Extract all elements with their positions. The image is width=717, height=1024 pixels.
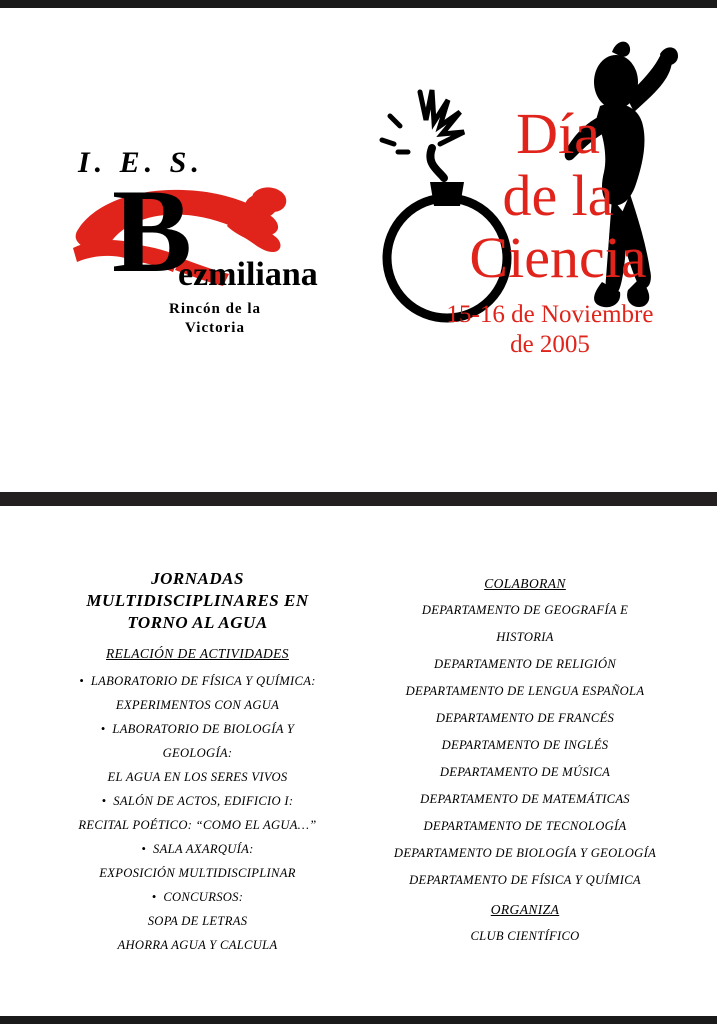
- activity-item: • CONCURSOS:: [40, 885, 355, 909]
- poster-page-top: [0, 8, 717, 492]
- activity-item: • LABORATORIO DE FÍSICA Y QUÍMICA:: [40, 669, 355, 693]
- collaborator-item: DEPARTAMENTO DE MÚSICA: [439, 765, 611, 779]
- organizer-name: CLUB CIENTÍFICO: [470, 929, 580, 943]
- logo-location-line2: Victoria: [185, 320, 245, 336]
- organize-title: ORGANIZA: [490, 902, 560, 917]
- collaborate-title: COLABORAN: [484, 576, 566, 591]
- collaborator-item: DEPARTAMENTO DE TECNOLOGÍA: [423, 819, 627, 833]
- logo-location: [100, 300, 330, 338]
- collaborator-item: DEPARTAMENTO DE LENGUA ESPAÑOLA: [405, 684, 645, 698]
- poster-page-bottom: [0, 506, 717, 1016]
- collaborator-item: DEPARTAMENTO DE BIOLOGÍA Y GEOLOGÍA: [393, 846, 657, 860]
- poster-title: [408, 103, 708, 289]
- collaborator-item: DEPARTAMENTO DE FRANCÉS: [435, 711, 615, 725]
- program-heading: [54, 568, 341, 634]
- logo-ies-text: I. E. S.: [78, 146, 204, 179]
- date-line-1: 15-16 de Noviembre: [446, 301, 654, 328]
- activity-item: SOPA DE LETRAS: [147, 914, 248, 928]
- logo-letter-b: B: [112, 164, 193, 297]
- activity-item: EXPERIMENTOS CON AGUA: [115, 698, 280, 712]
- program-content: [0, 506, 717, 1016]
- activity-item: EXPOSICIÓN MULTIDISCIPLINAR: [99, 866, 296, 880]
- activity-item: • SALA AXARQUÍA:: [40, 837, 355, 861]
- page-divider: [0, 492, 717, 506]
- activity-item: • SALÓN DE ACTOS, EDIFICIO I:: [40, 789, 355, 813]
- activity-item: GEOLOGÍA:: [162, 746, 233, 760]
- program-heading-line1: JORNADAS: [151, 569, 244, 588]
- activity-item: AHORRA AGUA Y CALCULA: [117, 938, 278, 952]
- activities-title: RELACIÓN DE ACTIVIDADES: [106, 646, 289, 661]
- activity-item: EL AGUA EN LOS SERES VIVOS: [107, 770, 288, 784]
- collaborator-item: DEPARTAMENTO DE MATEMÁTICAS: [420, 792, 630, 806]
- collaborator-item: DEPARTAMENTO DE INGLÉS: [441, 738, 609, 752]
- activity-item: RECITAL POÉTICO: “COMO EL AGUA…”: [78, 818, 317, 832]
- collaborator-item: DEPARTAMENTO DE RELIGIÓN: [433, 657, 617, 671]
- title-line-3: Ciencia: [469, 225, 647, 290]
- poster-date: [400, 300, 700, 360]
- program-heading-line3: TORNO AL AGUA: [127, 613, 268, 632]
- collaborator-item: DEPARTAMENTO DE GEOGRAFÍA E: [421, 603, 629, 617]
- activities-column: [40, 568, 355, 957]
- title-block: [360, 38, 710, 378]
- collaborator-item: HISTORIA: [496, 630, 554, 644]
- title-line-2: de la: [502, 163, 614, 228]
- collaborator-item: DEPARTAMENTO DE FÍSICA Y QUÍMICA: [409, 873, 641, 887]
- logo-location-line1: Rincón de la: [168, 301, 261, 317]
- title-line-1: Día: [516, 101, 600, 166]
- logo-name-text: ezmiliana: [178, 256, 318, 293]
- activity-item: • LABORATORIO DE BIOLOGÍA Y: [40, 717, 355, 741]
- school-logo: [60, 138, 380, 368]
- date-line-2: de 2005: [510, 331, 590, 358]
- poster-header: [0, 8, 717, 492]
- collaborators-column: [370, 568, 680, 950]
- program-heading-line2: MULTIDISCIPLINARES EN: [86, 591, 309, 610]
